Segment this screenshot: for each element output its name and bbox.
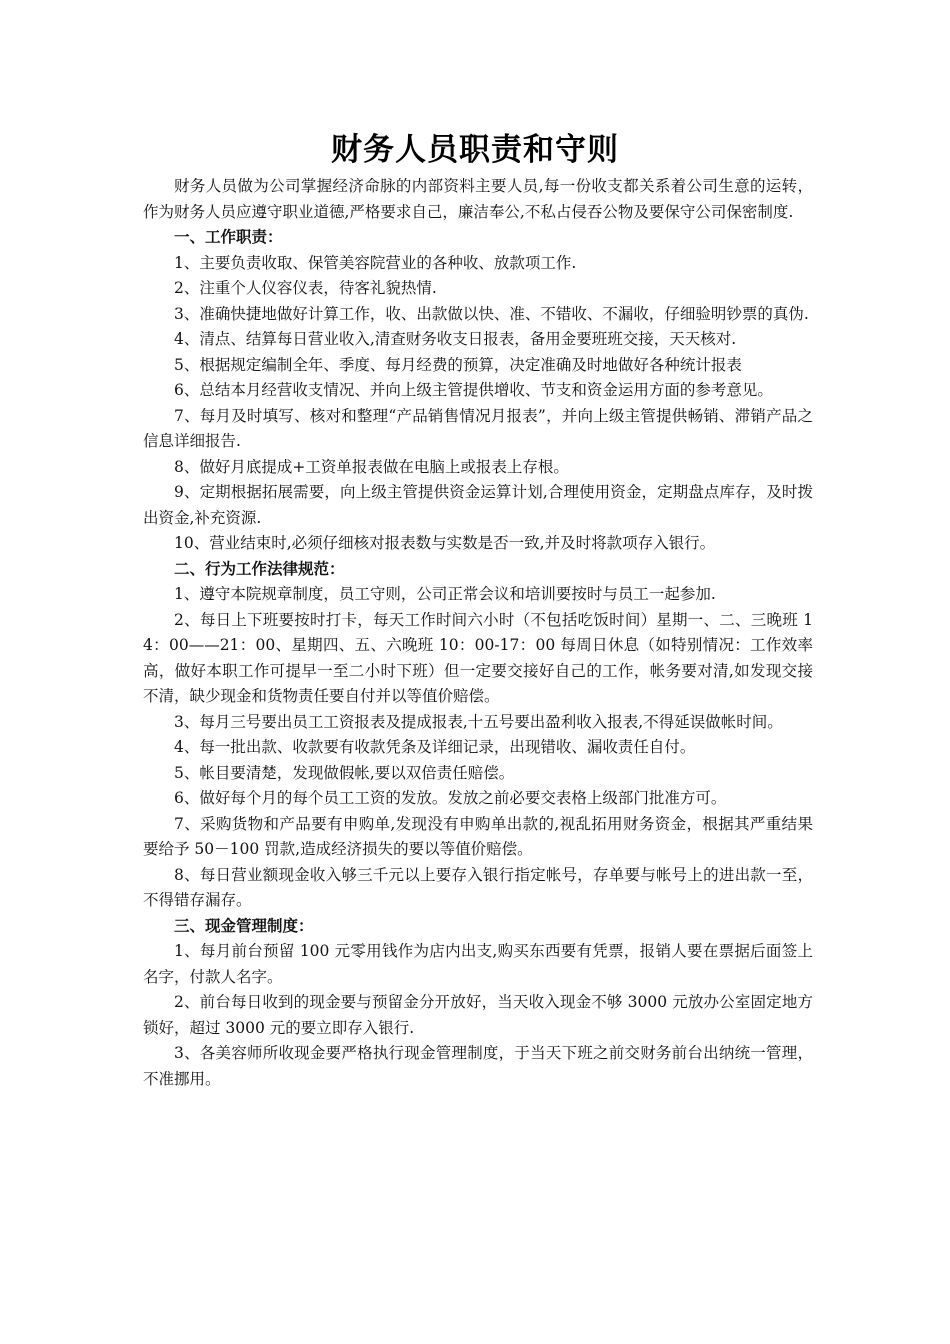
duty-item-4: 4、清点、结算每日营业收入,清查财务收支日报表，备用金要班班交接，天天核对. (174, 330, 737, 348)
document-body (143, 174, 813, 1092)
section-heading-cash: 三、现金管理制度： (174, 916, 314, 935)
cash-item-1: 1、每月前台预留 100 元零用钱作为店内出支,购买东西要有凭票，报销人要在票据后面签上名字，付款人名字。 (143, 942, 813, 986)
duty-item-9: 9、定期根据拓展需要，向上级主管提供资金运算计划,合理使用资金，定期盘点库存，及时拨出资金,补充资源. (143, 483, 813, 527)
cash-item-2: 2、前台每日收到的现金要与预留金分开放好，当天收入现金不够 3000 元放办公室固定地方锁好，超过 3000 元的要立即存入银行. (143, 993, 813, 1037)
conduct-item-6: 6、做好每个月的每个员工工资的发放。发放之前必要交表格上级部门批准方可。 (174, 789, 727, 807)
document-title: 财务人员职责和守则 (331, 132, 619, 168)
duty-item-1: 1、主要负责收取、保管美容院营业的各种收、放款项工作. (174, 253, 577, 272)
conduct-item-5: 5、帐目要清楚，发现做假帐,要以双倍责任赔偿。 (174, 763, 515, 782)
duty-item-3: 3、准确快捷地做好计算工作，收、出款做以快、准、不错收、不漏收，仔细验明钞票的真伪. (174, 304, 809, 323)
duty-item-5: 5、根据规定编制全年、季度、每月经费的预算，决定准确及时地做好各种统计报表 (174, 355, 742, 374)
conduct-item-3: 3、每月三号要出员工工资报表及提成报表,十五号要出盈利收入报表,不得延误做帐时间。 (174, 712, 783, 731)
duty-item-7: 7、每月及时填写、核对和整理“产品销售情况月报表”，并向上级主管提供畅销、滞销产品之信息详细报告. (143, 406, 813, 450)
conduct-item-2: 2、每日上下班要按时打卡，每天工作时间六小时（不包括吃饭时间）星期一、二、三晚班 14：00——21：00、星期四、五、六晚班 10：00-17：00 每周日休息（如特别情况：工作效率高，做好本职工作可提早一至二小时下班）但一定要交接好自己的工作，帐务要对清,如发现交接不清，缺少现金和货物责任要自付并以等值价赔偿。 (143, 610, 813, 705)
cash-item-3: 3、各美容师所收现金要严格执行现金管理制度，于当天下班之前交财务前台出纳统一管理，不准挪用。 (143, 1044, 813, 1088)
conduct-item-1: 1、遵守本院规章制度，员工守则，公司正常会议和培训要按时与员工一起参加. (174, 585, 716, 603)
section-heading-duties: 一、工作职责： (174, 228, 283, 246)
conduct-item-4: 4、每一批出款、收款要有收款凭条及详细记录，出现错收、漏收责任自付。 (174, 738, 696, 756)
conduct-item-8: 8、每日营业额现金收入够三千元以上要存入银行指定帐号，存单要与帐号上的进出款一至，不得错存漏存。 (143, 865, 813, 909)
duty-item-8: 8、做好月底提成+工资单报表做在电脑上或报表上存根。 (174, 457, 569, 476)
duty-item-6: 6、总结本月经营收支情况、并向上级主管提供增收、节支和资金运用方面的参考意见。 (174, 381, 773, 399)
duty-item-2: 2、注重个人仪容仪表，待客礼貌热情. (174, 279, 437, 297)
section-heading-conduct: 二、行为工作法律规范： (174, 559, 345, 578)
duty-item-10: 10、营业结束时,必须仔细核对报表数与实数是否一致,并及时将款项存入银行。 (174, 534, 716, 552)
intro-paragraph: 财务人员做为公司掌握经济命脉的内部资料主要人员,每一份收支都关系着公司生意的运转，作为财务人员应遵守职业道德,严格要求自己，廉洁奉公,不私占侵吞公物及要保守公司保密制度. (143, 177, 813, 221)
conduct-item-7: 7、采购货物和产品要有申购单,发现没有申购单出款的,视乱拓用财务资金，根据其严重结果要给予 50－100 罚款,造成经济损失的要以等值价赔偿。 (143, 814, 813, 858)
